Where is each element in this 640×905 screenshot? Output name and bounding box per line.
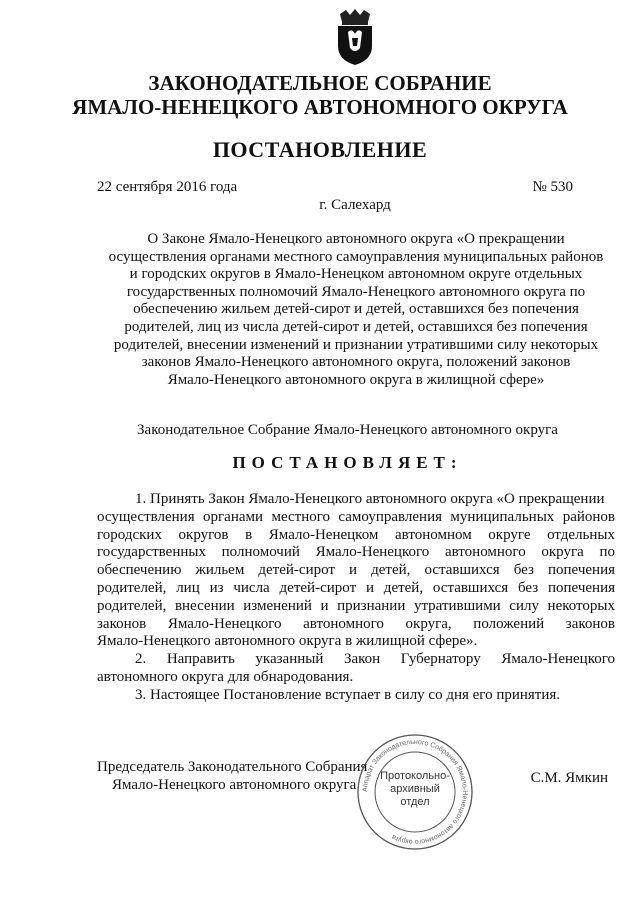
paragraph-2-last-line: автономного округа для обнародования. [97,668,354,685]
organization-name-line-1: ЗАКОНОДАТЕЛЬНОЕ СОБРАНИЕ [148,71,492,95]
signatory-name: С.М. Ямкин [530,770,608,786]
document-date: 22 сентября 2016 года [97,179,238,195]
paragraph-1-line: обеспечению жильем детей-сирот и детей, оставшихся без попечения [97,562,615,579]
paragraph-1-line: родителей, лиц из числа детей-сирот и детей, оставшихся без попечения [97,579,615,596]
title-line: осуществления органами местного самоуправления муниципальных районов [108,248,604,265]
title-line: родителей, внесении изменений и признании утратившими силу некоторых [113,336,599,353]
title-line: обеспечению жильем детей-сирот и детей, оставшихся без попечения [133,301,579,318]
title-line: родителей, лиц из числа детей-сирот и детей, оставшихся без попечения [124,318,588,335]
paragraph-1-line: городских округов в Ямало-Ненецком автономном округе отдельных [97,526,615,543]
stamp-line: Протокольно- [380,770,450,782]
stamp-text [360,770,470,809]
paragraph-3: 3. Настоящее Постановление вступает в силу со дня его принятия. [135,686,561,703]
coat-of-arms-icon [332,8,378,66]
resolves-heading: ПОСТАНОВЛЯЕТ: [232,453,463,472]
resolution-body [97,491,615,705]
assembly-line: Законодательное Собрание Ямало-Ненецкого автономного округа [137,422,558,438]
paragraph-1-line: государственных полномочий Ямало-Ненецкого автономного округа по [97,544,615,561]
paragraph-2-line: 2. Направить указанный Закон Губернатору Ямало-Ненецкого [135,651,615,668]
paragraph-1-line: 1. Принять Закон Ямало-Ненецкого автономного округа «О прекращении [135,491,605,507]
document-type-title: ПОСТАНОВЛЕНИЕ [212,137,428,162]
paragraph-1-line: родителей, внесении изменений и признании утратившими силу некоторых [97,597,615,614]
signatory-position-line-1: Председатель Законодательного Собрания [97,759,368,775]
organization-name-line-2: ЯМАЛО-НЕНЕЦКОГО АВТОНОМНОГО ОКРУГА [72,95,568,119]
stamp-line: архивный [390,783,440,795]
paragraph-1-line: осуществления органами местного самоуправления муниципальных районов [97,508,615,525]
document-number: № 530 [532,179,573,195]
paragraph-1-line: законов Ямало-Ненецкого автономного округа, положений законов [97,615,615,632]
title-line: законов Ямало-Ненецкого автономного округа, положений законов [141,354,571,371]
document-subject-title [97,231,615,389]
title-line: и городских округов в Ямало-Ненецком автономном округе отдельных [129,266,583,283]
signatory-position-line-2: Ямало-Ненецкого автономного округа [112,777,357,793]
document-city: г. Салехард [319,197,391,213]
title-line: Ямало-Ненецкого автономного округа в жилищной сфере» [167,371,545,388]
title-line: государственных полномочий Ямало-Ненецкого автономного округа по [126,283,586,300]
paragraph-1-last-line: Ямало-Ненецкого автономного округа в жилищной сфере». [97,633,478,650]
stamp-ring-text: Аппарат Законодательного Собрания Ямало-Ненецкого автономного округа [361,738,469,846]
stamp-line: отдел [400,796,430,808]
title-line: О Законе Ямало-Ненецкого автономного округа «О прекращении [147,231,565,247]
